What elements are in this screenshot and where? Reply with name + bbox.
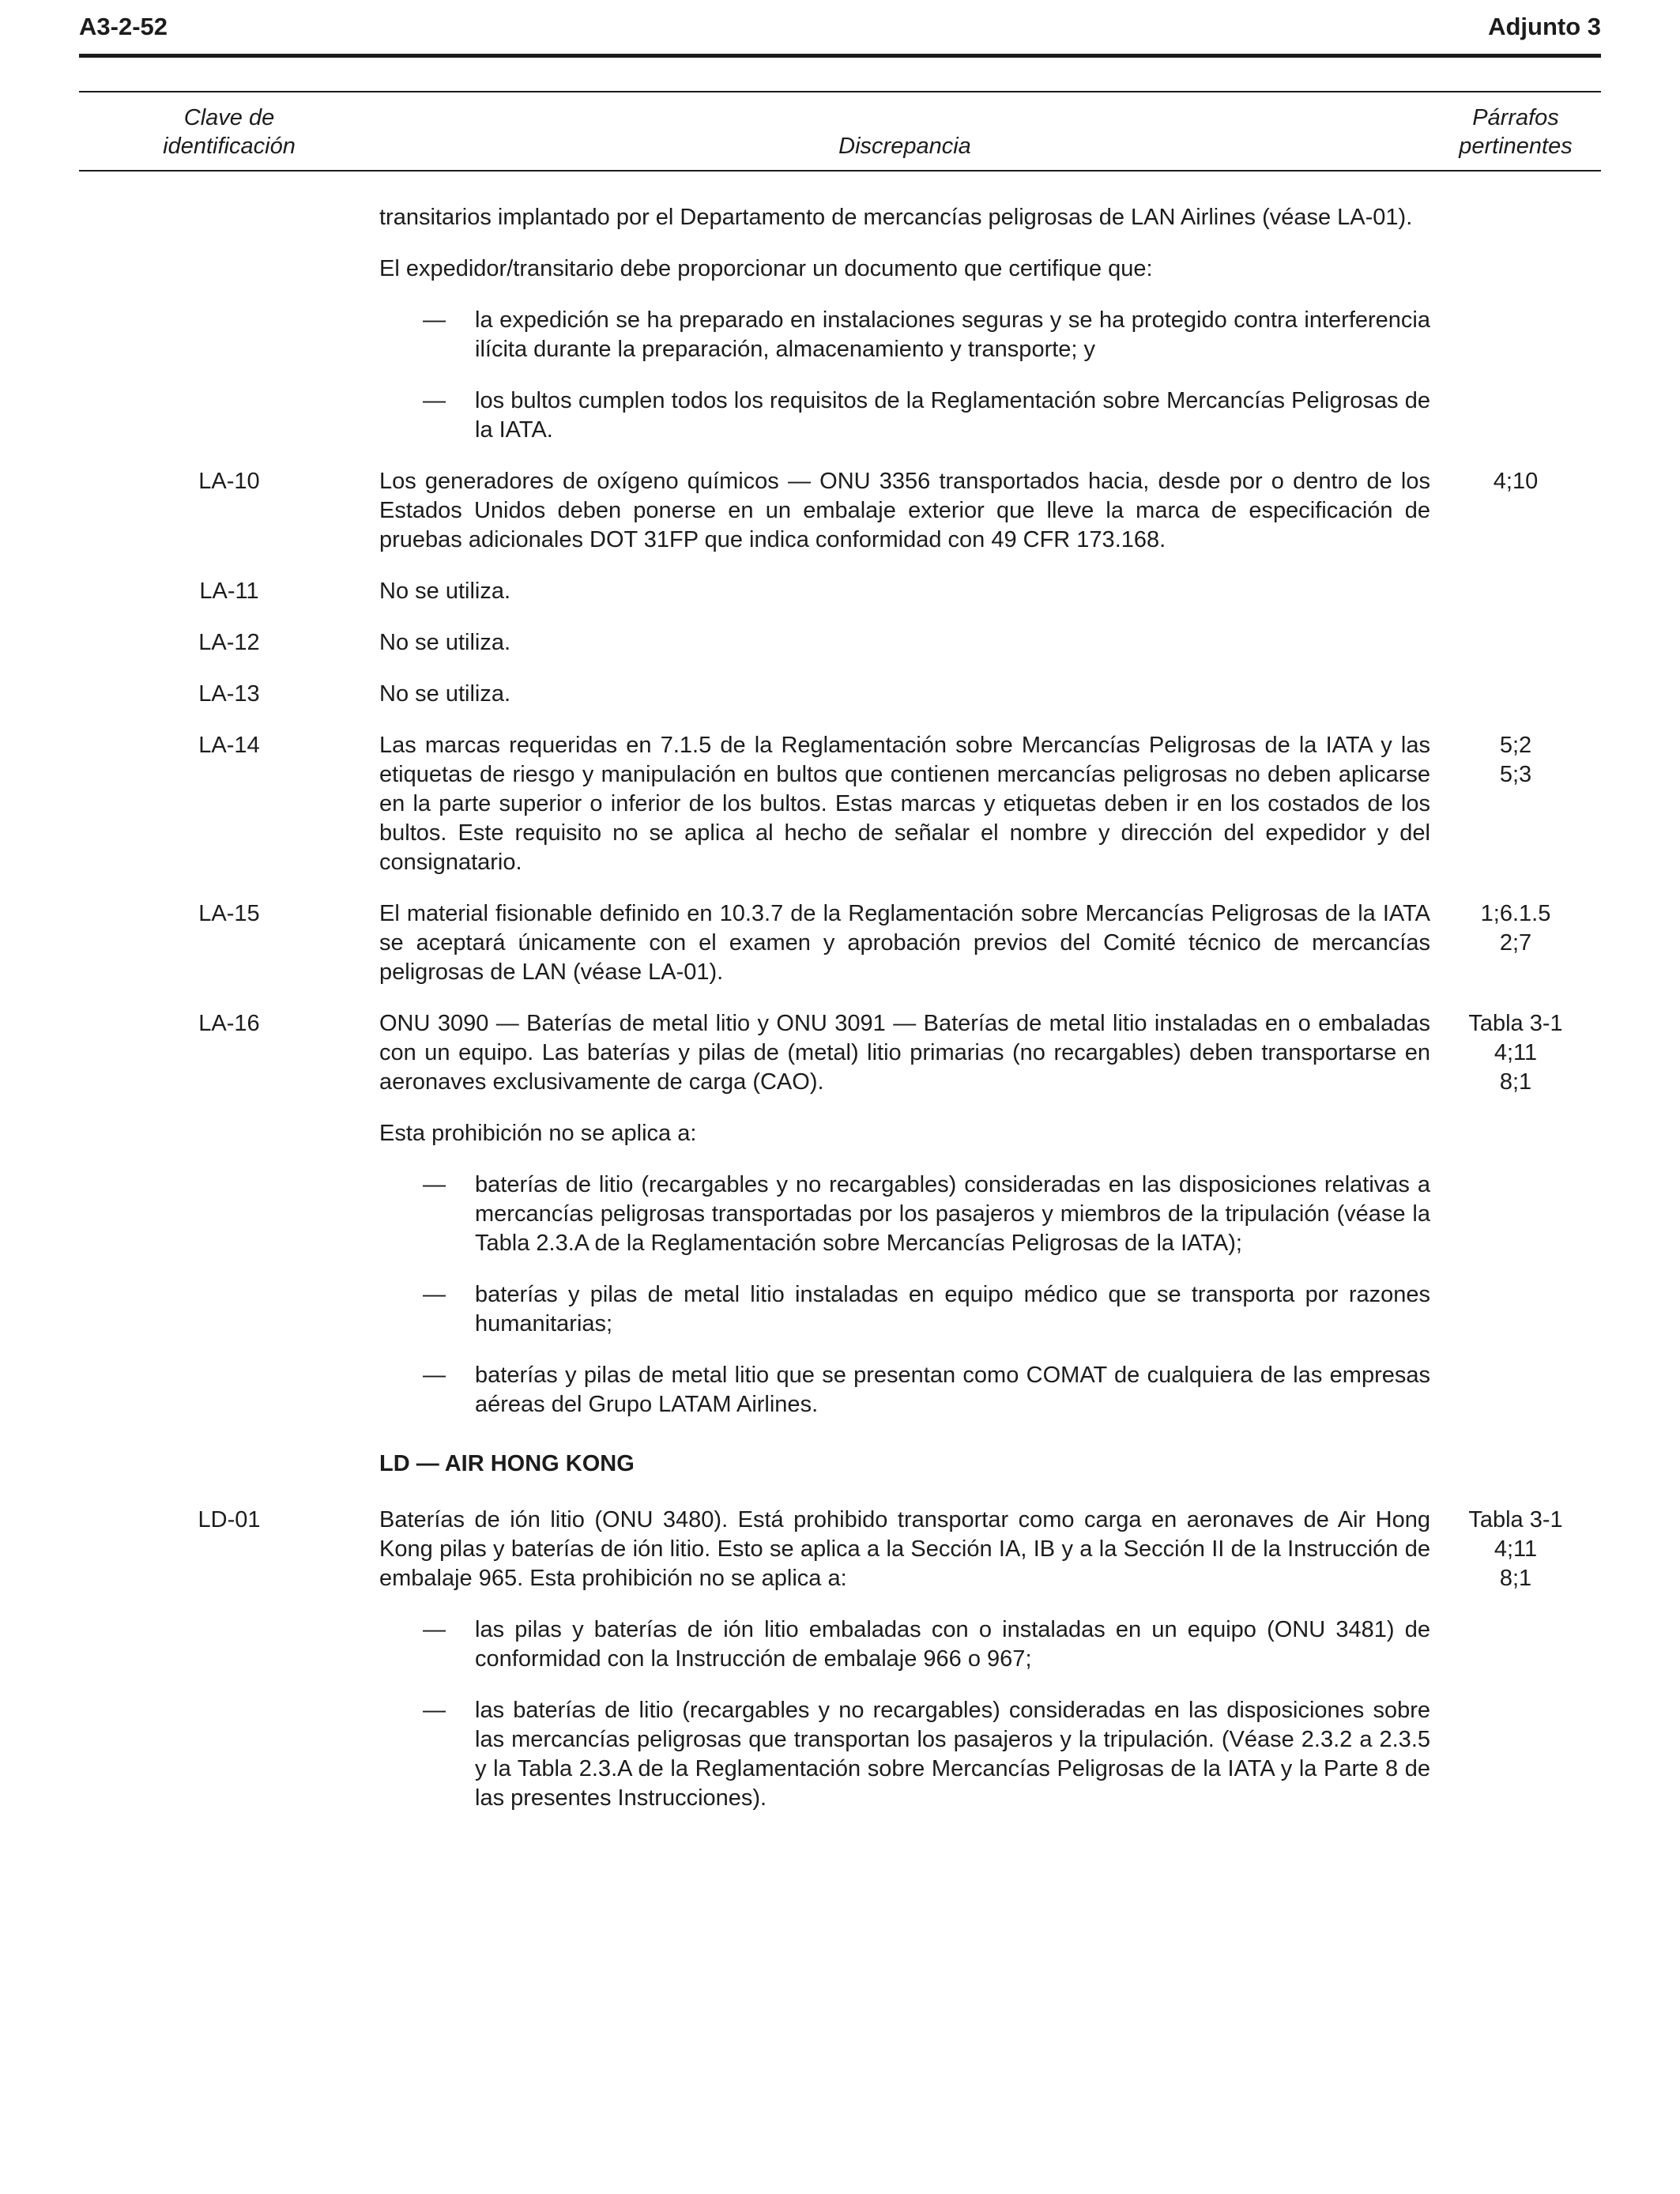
row-refs — [1430, 1449, 1601, 1479]
bullet-item — [379, 1280, 1430, 1339]
table-row — [79, 1506, 1601, 1593]
ref-line: 4;11 — [1494, 1040, 1538, 1065]
bullet-item — [379, 1615, 1430, 1674]
bullet-text: las baterías de litio (recargables y no recargables) consideradas en las disposiciones sobre las mercancías peligrosas que transportan los pasajeros y la tripulación. (Véase 2.3.2 a 2.3.5 y la Tabla 2.3.A de la Reglamentación sobre Mercancías Peligrosas de la IATA y la Parte 8 de las presentes Instrucciones). — [475, 1698, 1430, 1811]
row-text — [379, 1615, 1430, 1674]
em-dash-bullet-icon: — — [423, 1172, 446, 1197]
column-header-discrepancy — [379, 132, 1430, 160]
ref-line: 1;6.1.5 — [1480, 901, 1551, 926]
row-refs — [1430, 628, 1601, 658]
table-row — [79, 1009, 1601, 1097]
table-row — [79, 1171, 1601, 1258]
row-text: El expedidor/transitario debe proporcionar un documento que certifique que: — [379, 256, 1153, 281]
bullet-item — [379, 1361, 1430, 1419]
row-key: LA-15 — [198, 901, 260, 926]
row-text: Las marcas requeridas en 7.1.5 de la Reglamentación sobre Mercancías Peligrosas de la IATA y las etiquetas de riesgo y manipulación en bultos que contienen mercancías peligrosas no deben aplicarse en la parte superior o inferior de los bultos. Estas marcas y etiquetas deben ir en los costados de los bultos. Este requisito no se aplica al hecho de señalar el nombre y dirección del expedidor y del consignatario. — [379, 733, 1430, 875]
row-text: Esta prohibición no se aplica a: — [379, 1121, 697, 1146]
row-key: LA-10 — [198, 469, 260, 494]
ref-line: 4;10 — [1493, 469, 1539, 494]
bullet-item — [379, 1696, 1430, 1813]
row-key: LD-01 — [198, 1507, 261, 1532]
table-row — [79, 899, 1601, 987]
row-refs — [1430, 577, 1601, 606]
bullet-text: baterías de litio (recargables y no recargables) consideradas en las disposiciones relativas a mercancías peligrosas transportadas por los pasajeros y miembros de la tripulación (véase la Tabla 2.3.A de la Reglamentación sobre Mercancías Peligrosas de la IATA); — [475, 1172, 1430, 1256]
header-rule — [79, 54, 1601, 58]
table-row — [79, 1615, 1601, 1674]
table-row — [79, 577, 1601, 606]
ref-line: 8;1 — [1499, 1069, 1532, 1095]
row-text: ONU 3090 — Baterías de metal litio y ONU 3091 — Baterías de metal litio instaladas en o embaladas con un equipo. Las baterías y pilas de (metal) litio primarias (no recargables) deben transportarse en aeronaves exclusivamente de carga (CAO). — [379, 1011, 1430, 1095]
bullet-text: los bultos cumplen todos los requisitos de la Reglamentación sobre Mercancías Peligrosas de la IATA. — [475, 388, 1430, 443]
row-key — [79, 1696, 379, 1813]
row-refs — [1430, 899, 1601, 987]
row-key — [79, 1280, 379, 1339]
ref-line: 8;1 — [1499, 1566, 1532, 1591]
row-refs — [1430, 1696, 1601, 1813]
em-dash-bullet-icon: — — [423, 1282, 446, 1307]
row-refs — [1430, 680, 1601, 709]
row-refs — [1430, 1009, 1601, 1097]
table-row — [79, 1280, 1601, 1339]
ref-line: Tabla 3-1 — [1468, 1507, 1563, 1532]
em-dash-bullet-icon: — — [423, 1698, 446, 1723]
table-row — [79, 467, 1601, 555]
bullet-text: las pilas y baterías de ión litio embaladas con o instaladas en un equipo (ONU 3481) de conformidad con la Instrucción de embalaje 966 o 967; — [475, 1617, 1430, 1672]
row-key — [79, 1615, 379, 1674]
page-number: A3-2-52 — [79, 13, 168, 40]
column-header-discrepancy-label: Discrepancia — [838, 134, 971, 159]
row-text — [379, 1171, 1430, 1258]
table-row — [79, 1361, 1601, 1419]
bullet-text: baterías y pilas de metal litio instaladas en equipo médico que se transporta por razones humanitarias; — [475, 1282, 1430, 1336]
row-text: El material fisionable definido en 10.3.7 de la Reglamentación sobre Mercancías Peligrosas de la IATA se aceptará únicamente con el examen y aprobación previos del Comité técnico de mercancías peligrosas de LAN (véase LA-01). — [379, 901, 1430, 985]
row-refs — [1430, 1119, 1601, 1148]
row-key: LA-16 — [198, 1011, 260, 1036]
bullet-item — [379, 306, 1430, 364]
row-text — [379, 386, 1430, 445]
ref-line: Tabla 3-1 — [1468, 1011, 1563, 1036]
bullet-item — [379, 1171, 1430, 1258]
column-header-key-line2: identificación — [163, 134, 296, 159]
ref-line: 2;7 — [1499, 930, 1532, 956]
row-key — [79, 386, 379, 445]
em-dash-bullet-icon: — — [423, 307, 446, 333]
row-text — [379, 1696, 1430, 1813]
row-text — [379, 1361, 1430, 1419]
ref-line: 4;11 — [1494, 1536, 1538, 1562]
ref-line: 5;2 — [1499, 733, 1532, 758]
bullet-text: baterías y pilas de metal litio que se presentan como COMAT de cualquiera de las empresas aéreas del Grupo LATAM Airlines. — [475, 1363, 1430, 1417]
row-key — [79, 1171, 379, 1258]
column-header-key-line1: Clave de — [183, 105, 275, 130]
row-text: Los generadores de oxígeno químicos — ONU 3356 transportados hacia, desde por o dentro de los Estados Unidos deben ponerse en un embalaje exterior que lleve la marca de especificación de pruebas adicionales DOT 31FP que indica conformidad con 49 CFR 173.168. — [379, 469, 1430, 552]
row-refs — [1430, 1361, 1601, 1419]
row-key: LA-12 — [198, 630, 260, 655]
table-body — [79, 172, 1601, 1813]
row-key — [79, 1119, 379, 1148]
table-row — [79, 254, 1601, 284]
column-header-refs — [1430, 104, 1601, 160]
table-column-headers — [79, 92, 1601, 170]
em-dash-bullet-icon: — — [423, 1363, 446, 1388]
row-refs — [1430, 1615, 1601, 1674]
table-row — [79, 1119, 1601, 1148]
row-refs — [1430, 467, 1601, 555]
row-text: No se utiliza. — [379, 579, 511, 604]
row-text: transitarios implantado por el Departamento de mercancías peligrosas de LAN Airlines (véase LA-01). — [379, 205, 1413, 230]
column-header-refs-line1: Párrafos — [1472, 105, 1559, 130]
em-dash-bullet-icon: — — [423, 388, 446, 413]
table-row — [79, 306, 1601, 364]
table-row — [79, 386, 1601, 445]
row-key — [79, 306, 379, 364]
table-row — [79, 628, 1601, 658]
row-key: LA-11 — [199, 579, 259, 604]
attachment-label: Adjunto 3 — [1488, 13, 1601, 40]
row-key — [79, 1449, 379, 1479]
column-header-key — [79, 104, 379, 160]
row-text: Baterías de ión litio (ONU 3480). Está prohibido transportar como carga en aeronaves de Air Hong Kong pilas y baterías de ión litio. Esto se aplica a la Sección IA, IB y a la Sección II de la Instrucción de embalaje 965. Esta prohibición no se aplica a: — [379, 1507, 1430, 1591]
running-header — [79, 13, 1601, 54]
row-refs — [1430, 1506, 1601, 1593]
row-text — [379, 306, 1430, 364]
section-heading: LD — AIR HONG KONG — [379, 1451, 635, 1476]
row-text: No se utiliza. — [379, 681, 511, 707]
table-row — [79, 680, 1601, 709]
ref-line: 5;3 — [1499, 762, 1532, 787]
table-row — [79, 203, 1601, 232]
row-text: No se utiliza. — [379, 630, 511, 655]
row-key — [79, 254, 379, 284]
row-key: LA-13 — [198, 681, 260, 707]
row-refs — [1430, 731, 1601, 877]
table-row — [79, 1696, 1601, 1813]
row-refs — [1430, 306, 1601, 364]
row-refs — [1430, 203, 1601, 232]
bullet-item — [379, 386, 1430, 445]
em-dash-bullet-icon: — — [423, 1617, 446, 1642]
column-header-refs-line2: pertinentes — [1459, 134, 1573, 159]
row-text — [379, 1280, 1430, 1339]
bullet-text: la expedición se ha preparado en instalaciones seguras y se ha protegido contra interferencia ilícita durante la preparación, almacenamiento y transporte; y — [475, 307, 1430, 362]
row-key — [79, 1361, 379, 1419]
row-refs — [1430, 1171, 1601, 1258]
row-key — [79, 203, 379, 232]
row-refs — [1430, 1280, 1601, 1339]
table-row — [79, 1449, 1601, 1479]
row-refs — [1430, 254, 1601, 284]
row-refs — [1430, 386, 1601, 445]
row-key: LA-14 — [198, 733, 260, 758]
table-row — [79, 731, 1601, 877]
